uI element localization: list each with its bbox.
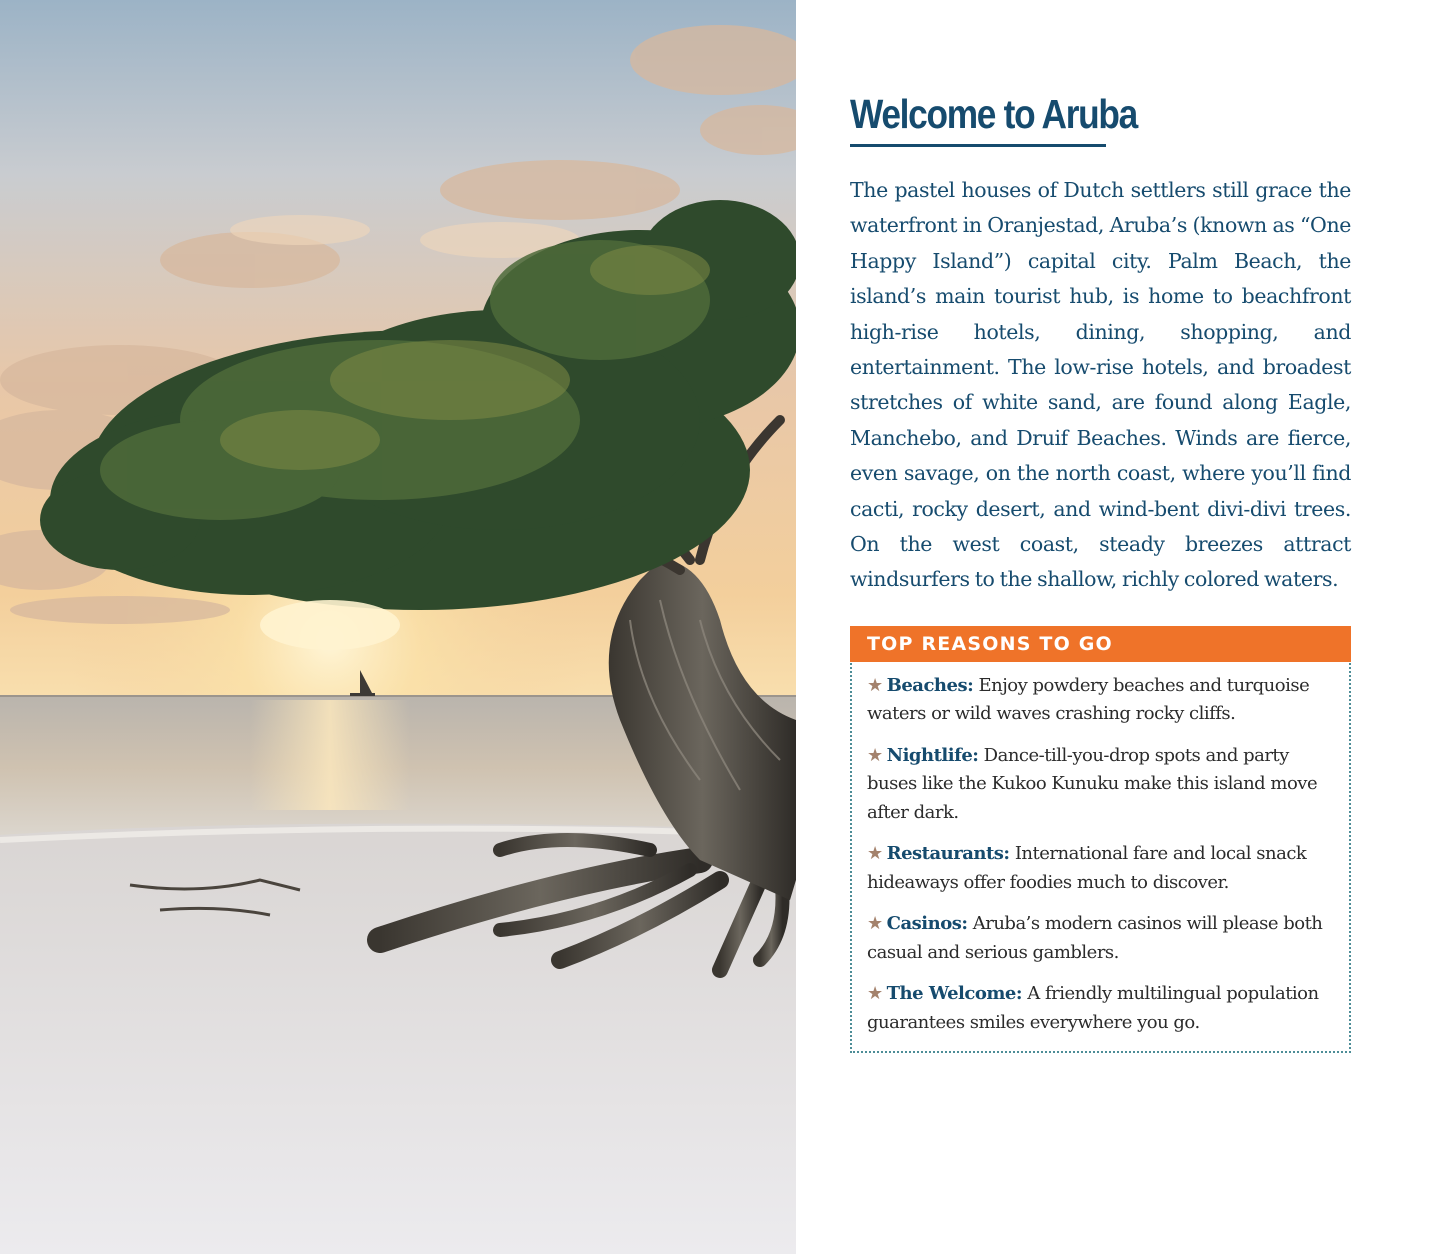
reason-item-beaches xyxy=(867,672,1339,729)
reason-title: Casinos: xyxy=(886,913,968,935)
reason-item-welcome xyxy=(867,980,1339,1037)
reason-title: Beaches: xyxy=(886,674,974,696)
reason-text: Dance-till-you-drop spots and party buses like the Kukoo Kunuku make this island move after dark. xyxy=(867,744,1318,823)
top-reasons-box xyxy=(850,626,1351,1054)
reason-text: Aruba’s modern casinos will please both casual and serious gamblers. xyxy=(867,913,1323,963)
reason-list xyxy=(852,662,1349,1052)
star-icon: ★ xyxy=(867,744,883,766)
reason-title: Nightlife: xyxy=(886,744,979,766)
reason-item-casinos xyxy=(867,910,1339,967)
reason-item-nightlife xyxy=(867,742,1339,828)
intro-paragraph: The pastel houses of Dutch settlers still grace the waterfront in Oranjestad, Aruba’s (known as “One Happy Island”) capital city. Palm Beach, the island’s main tourist hub, is home to beachfront high-rise hotels, dining, shopping, and entertainment. The low-rise hotels, and broadest stretches of white sand, are found along Eagle, Manchebo, and Druif Beaches. Winds are fierce, even savage, on the north coast, where you’ll find cacti, rocky desert, and wind-bent divi-divi trees. On the west coast, steady breezes attract windsurfers to the shallow, richly colored waters. xyxy=(850,178,1351,592)
page-title: Welcome to Aruba xyxy=(850,91,1137,137)
top-reasons-heading: TOP REASONS TO GO xyxy=(850,626,1351,662)
star-icon: ★ xyxy=(867,843,883,865)
star-icon: ★ xyxy=(867,913,883,935)
reason-text: International fare and local snack hideaways offer foodies much to discover. xyxy=(867,843,1307,893)
reason-title: The Welcome: xyxy=(886,983,1022,1005)
star-icon: ★ xyxy=(867,983,883,1005)
star-icon: ★ xyxy=(867,674,883,696)
article-content xyxy=(850,88,1351,1053)
reason-text: Enjoy powdery beaches and turquoise waters or wild waves crashing rocky cliffs. xyxy=(867,674,1310,725)
reason-item-restaurants xyxy=(867,840,1339,897)
reason-text: A friendly multilingual population guarantees smiles everywhere you go. xyxy=(867,983,1319,1033)
reason-title: Restaurants: xyxy=(886,843,1010,865)
title-underline xyxy=(850,144,1106,147)
